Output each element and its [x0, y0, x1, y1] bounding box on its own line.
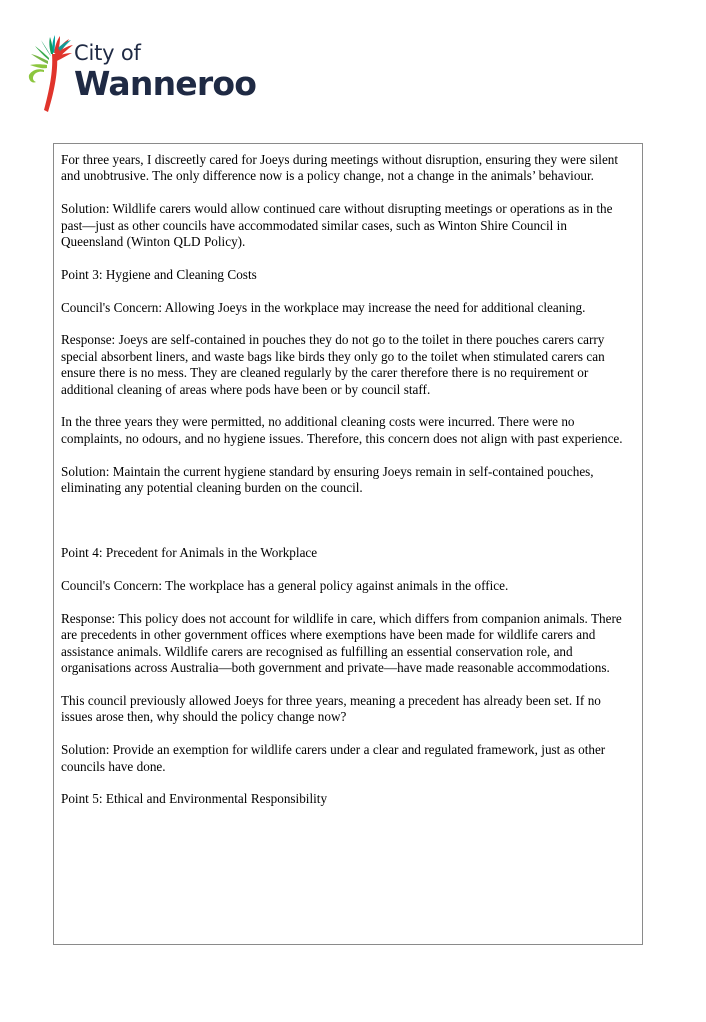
paragraph-point3-concern: Council's Concern: Allowing Joeys in the workplace may increase the need for additional cleaning.	[61, 299, 586, 315]
paragraph-point4-concern: Council's Concern: The workplace has a general policy against animals in the office.	[61, 578, 509, 594]
paragraph-point2-response: For three years, I discreetly cared for Joeys during meetings without disruption, ensuring they were silent and unobtrusive. The only difference now is a policy change, not a change in the animals’ behaviour.	[61, 152, 619, 184]
paragraph-point2-solution: Solution: Wildlife carers would allow continued care without disrupting meetings or operations as in the past—just as other councils have accommodated similar cases, such as Winton Shire Council in Queensland (Winton QLD Policy).	[61, 201, 613, 250]
letterhead	[22, 34, 257, 118]
heading-point-4: Point 4: Precedent for Animals in the Workplace	[61, 545, 318, 561]
logo-wordmark	[74, 42, 274, 102]
paragraph-point3-experience: In the three years they were permitted, no additional cleaning costs were incurred. There were no complaints, no odours, and no hygiene issues. Therefore, this concern does not align with past experience.	[61, 414, 623, 446]
heading-point-5: Point 5: Ethical and Environmental Responsibility	[61, 791, 328, 807]
paragraph-point4-solution: Solution: Provide an exemption for wildlife carers under a clear and regulated framework, just as other councils have done.	[61, 742, 606, 774]
paragraph-point3-response: Response: Joeys are self-contained in pouches they do not go to the toilet in there pouches carers carry special absorbent liners, and waste bags like birds they only go to the toilet when stimulated carers can ensure there is no mess. They are cleaned regularly by the carer therefore there is no requirement or additional cleaning of areas where pods have been or by council staff.	[61, 332, 605, 397]
heading-point-3: Point 3: Hygiene and Cleaning Costs	[61, 266, 257, 282]
logo-city-of-text: City of	[74, 41, 141, 65]
document-content-box	[53, 143, 643, 945]
paragraph-point3-solution: Solution: Maintain the current hygiene standard by ensuring Joeys remain in self-contained pouches, eliminating any potential cleaning burden on the council.	[61, 463, 594, 496]
paragraph-point4-response: Response: This policy does not account for wildlife in care, which differs from companion animals. There are precedents in other government offices where exemptions have been made for wildlife carers and assistance animals. Wildlife carers are recognised as fulfilling an essential conservation role, and organisations across Australia—both government and private—have made reasonable accommodations.	[61, 611, 622, 676]
paragraph-point4-precedent: This council previously allowed Joeys for three years, meaning a precedent has already been set. If no issues arose then, why should the policy change now?	[61, 693, 601, 725]
logo-wanneroo-text: Wanneroo	[74, 64, 257, 103]
city-of-wanneroo-tree-logo-icon	[22, 34, 78, 114]
